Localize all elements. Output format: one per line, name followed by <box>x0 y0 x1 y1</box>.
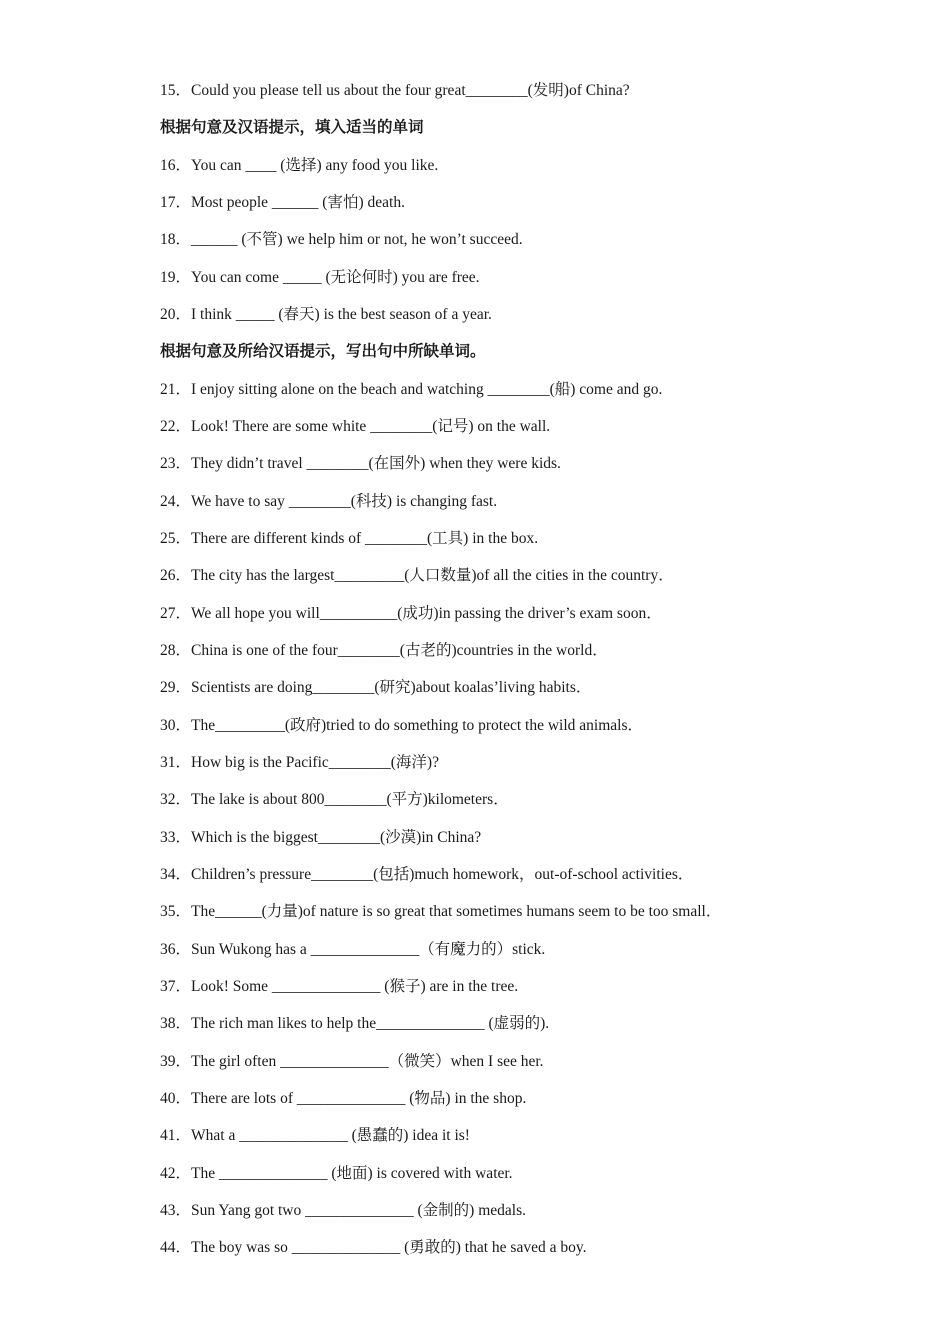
question-22: 22．Look! There are some white ________(记号) on the wall. <box>160 418 551 435</box>
question-32: 32．The lake is about 800________(平方)kilometers． <box>160 791 509 808</box>
question-36: 36．Sun Wukong has a ______________（有魔力的）stick. <box>160 941 546 958</box>
section-heading-1: 根据句意及汉语提示，填入适当的单词 <box>160 119 424 136</box>
question-24: 24．We have to say ________(科技) is changing fast. <box>160 493 498 510</box>
question-31: 31．How big is the Pacific________(海洋)? <box>160 754 439 771</box>
question-17: 17．Most people ______ (害怕) death. <box>160 194 405 211</box>
question-21: 21．I enjoy sitting alone on the beach and watching ________(船) come and go. <box>160 381 663 398</box>
question-18: 18．______ (不管) we help him or not, he won’t succeed. <box>160 231 523 248</box>
question-42: 42．The ______________ (地面) is covered with water. <box>160 1165 513 1182</box>
question-20: 20．I think _____ (春天) is the best season of a year. <box>160 306 492 323</box>
question-44: 44．The boy was so ______________ (勇敢的) that he saved a boy. <box>160 1239 587 1256</box>
question-27: 27．We all hope you will__________(成功)in passing the driver’s exam soon． <box>160 605 662 622</box>
question-43: 43．Sun Yang got two ______________ (金制的) medals. <box>160 1202 526 1219</box>
section-heading-2: 根据句意及所给汉语提示，写出句中所缺单词。 <box>160 343 486 360</box>
question-19: 19．You can come _____ (无论何时) you are free. <box>160 269 480 286</box>
question-38: 38．The rich man likes to help the______________ (虚弱的). <box>160 1015 550 1032</box>
question-15: 15．Could you please tell us about the four great________(发明)of China? <box>160 82 630 99</box>
question-35: 35．The______(力量)of nature is so great that sometimes humans seem to be too small． <box>160 903 722 920</box>
question-33: 33．Which is the biggest________(沙漠)in China? <box>160 829 482 846</box>
question-40: 40．There are lots of ______________ (物品) in the shop. <box>160 1090 527 1107</box>
question-29: 29．Scientists are doing________(研究)about koalas’living habits． <box>160 679 592 696</box>
question-30: 30．The_________(政府)tried to do something to protect the wild animals． <box>160 717 644 734</box>
question-25: 25．There are different kinds of ________(工具) in the box. <box>160 530 539 547</box>
question-23: 23．They didn’t travel ________(在国外) when they were kids. <box>160 455 561 472</box>
question-28: 28．China is one of the four________(古老的)countries in the world． <box>160 642 608 659</box>
question-39: 39．The girl often ______________（微笑）when I see her. <box>160 1053 544 1070</box>
question-26: 26．The city has the largest_________(人口数量)of all the cities in the country． <box>160 567 674 584</box>
question-34: 34．Children’s pressure________(包括)much homework，out-of-school activities． <box>160 866 694 883</box>
question-41: 41．What a ______________ (愚蠢的) idea it is! <box>160 1127 470 1144</box>
question-37: 37．Look! Some ______________ (猴子) are in the tree. <box>160 978 519 995</box>
question-16: 16．You can ____ (选择) any food you like. <box>160 157 439 174</box>
